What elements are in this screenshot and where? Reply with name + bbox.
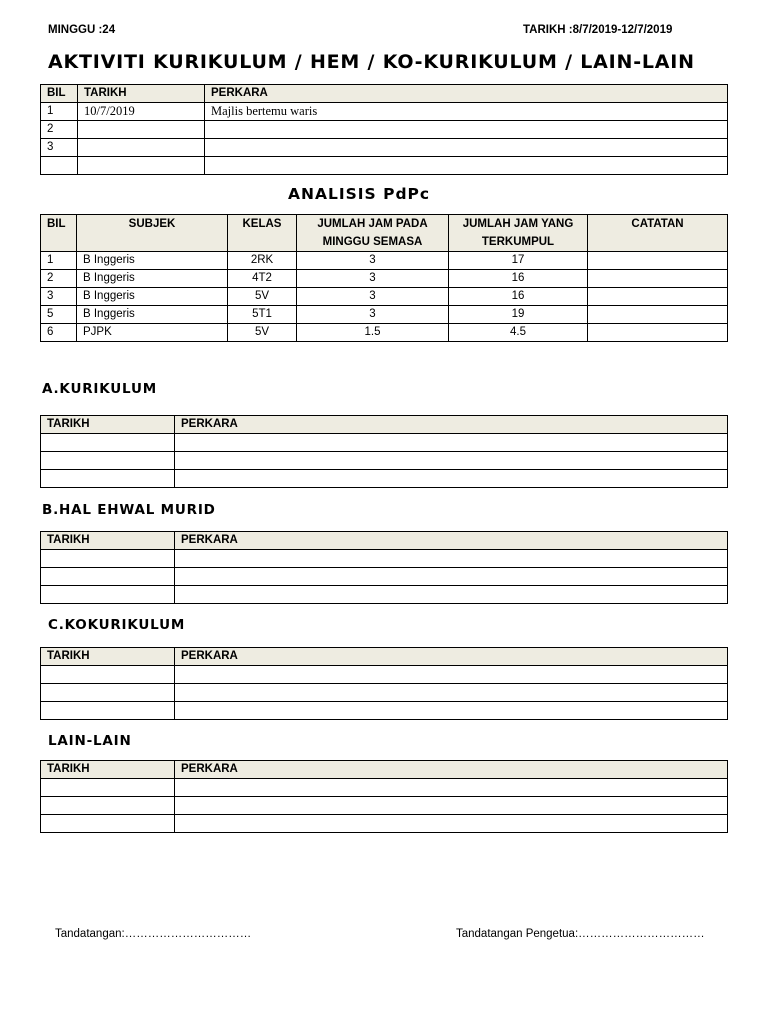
cell-perkara [175,797,728,815]
header-bil: BIL [41,85,78,103]
cell-bil: 1 [41,252,77,270]
week-label: MINGGU :24 [48,24,116,36]
cell-bil: 1 [41,103,78,121]
cell-kelas: 4T2 [228,270,297,288]
date-range-label: TARIKH :8/7/2019-12/7/2019 [523,24,673,36]
cell-perkara [175,779,728,797]
header-perkara: PERKARA [175,416,728,434]
section-title-hal-ehwal-murid: B.HAL EHWAL MURID [42,502,216,518]
cell-bil: 5 [41,306,77,324]
cell-catatan [588,306,728,324]
table-row [41,666,728,684]
cell-kelas: 5T1 [228,306,297,324]
cell-kelas: 5V [228,324,297,342]
cell-kelas: 2RK [228,252,297,270]
cell-perkara [175,568,728,586]
table-row [41,815,728,833]
header-tarikh: TARIKH [41,416,175,434]
activity-table-header [41,85,728,103]
header-kelas: KELAS [228,215,297,252]
cell-tarikh [41,779,175,797]
section-title-lain-lain: LAIN-LAIN [48,733,132,749]
cell-perkara [205,157,728,175]
table-row [41,288,728,306]
cell-bil: 2 [41,121,78,139]
cell-bil [41,157,78,175]
cell-jam-terkumpul: 16 [449,288,588,306]
cell-jam-terkumpul: 19 [449,306,588,324]
section-title-kurikulum: A.KURIKULUM [42,381,157,397]
table-header [41,416,728,434]
cell-bil: 2 [41,270,77,288]
cell-perkara [175,684,728,702]
header-jumlah-jam-semasa: JUMLAH JAM PADA MINGGU SEMASA [297,215,449,252]
cell-catatan [588,288,728,306]
header-tarikh: TARIKH [78,85,205,103]
table-header [41,532,728,550]
table-row [41,550,728,568]
table-row [41,306,728,324]
cell-subjek: B Inggeris [77,270,228,288]
header-perkara: PERKARA [175,648,728,666]
cell-jam-semasa: 3 [297,252,449,270]
cell-tarikh [41,666,175,684]
cell-tarikh [41,684,175,702]
table-row [41,452,728,470]
table-row [41,252,728,270]
header-perkara: PERKARA [205,85,728,103]
analysis-table-header [41,215,728,252]
header-jumlah-jam-terkumpul: JUMLAH JAM YANG TERKUMPUL [449,215,588,252]
cell-subjek: B Inggeris [77,288,228,306]
header-subjek: SUBJEK [77,215,228,252]
cell-tarikh [78,157,205,175]
cell-tarikh [41,797,175,815]
cell-tarikh: 10/7/2019 [78,103,205,121]
table-row [41,157,728,175]
cell-perkara [175,702,728,720]
table-header [41,761,728,779]
cell-tarikh [41,550,175,568]
header-perkara: PERKARA [175,761,728,779]
cell-jam-semasa: 3 [297,306,449,324]
header-catatan: CATATAN [588,215,728,252]
cell-bil: 6 [41,324,77,342]
lain-lain-table [40,760,728,833]
principal-signature-line: Tandatangan Pengetua:…………………………… [456,928,705,940]
header-tarikh: TARIKH [41,648,175,666]
cell-perkara [175,452,728,470]
cell-jam-semasa: 3 [297,270,449,288]
table-row [41,270,728,288]
cell-bil: 3 [41,288,77,306]
header-tarikh: TARIKH [41,761,175,779]
activity-table [40,84,728,175]
analysis-title: ANALISIS PdPc [288,185,431,203]
cell-subjek: B Inggeris [77,306,228,324]
cell-perkara [175,470,728,488]
cell-perkara [205,139,728,157]
table-row [41,684,728,702]
cell-tarikh [41,470,175,488]
cell-kelas: 5V [228,288,297,306]
cell-perkara [175,666,728,684]
cell-tarikh [41,702,175,720]
table-row [41,121,728,139]
cell-perkara [175,586,728,604]
cell-tarikh [41,815,175,833]
teacher-signature-line: Tandatangan:…………………………… [55,928,252,940]
cell-jam-terkumpul: 17 [449,252,588,270]
table-row [41,470,728,488]
page-title: AKTIVITI KURIKULUM / HEM / KO-KURIKULUM / LAIN-LAIN [48,51,695,73]
table-row [41,586,728,604]
analysis-table [40,214,728,342]
hem-table [40,531,728,604]
cell-catatan [588,270,728,288]
table-row [41,797,728,815]
cell-perkara [175,815,728,833]
table-header [41,648,728,666]
cell-perkara [175,550,728,568]
cell-catatan [588,252,728,270]
table-row [41,779,728,797]
cell-tarikh [41,568,175,586]
cell-tarikh [78,139,205,157]
cell-perkara: Majlis bertemu waris [205,103,728,121]
cell-jam-terkumpul: 4.5 [449,324,588,342]
table-row [41,139,728,157]
kurikulum-table [40,415,728,488]
cell-tarikh [41,434,175,452]
cell-tarikh [78,121,205,139]
header-bil: BIL [41,215,77,252]
cell-catatan [588,324,728,342]
cell-tarikh [41,452,175,470]
cell-jam-semasa: 1.5 [297,324,449,342]
cell-perkara [175,434,728,452]
cell-bil: 3 [41,139,78,157]
section-title-kokurikulum: C.KOKURIKULUM [48,617,186,633]
table-row [41,568,728,586]
cell-tarikh [41,586,175,604]
kokurikulum-table [40,647,728,720]
table-row [41,434,728,452]
table-row [41,702,728,720]
table-row [41,103,728,121]
cell-subjek: PJPK [77,324,228,342]
cell-perkara [205,121,728,139]
cell-subjek: B Inggeris [77,252,228,270]
cell-jam-semasa: 3 [297,288,449,306]
header-tarikh: TARIKH [41,532,175,550]
table-row [41,324,728,342]
header-perkara: PERKARA [175,532,728,550]
cell-jam-terkumpul: 16 [449,270,588,288]
